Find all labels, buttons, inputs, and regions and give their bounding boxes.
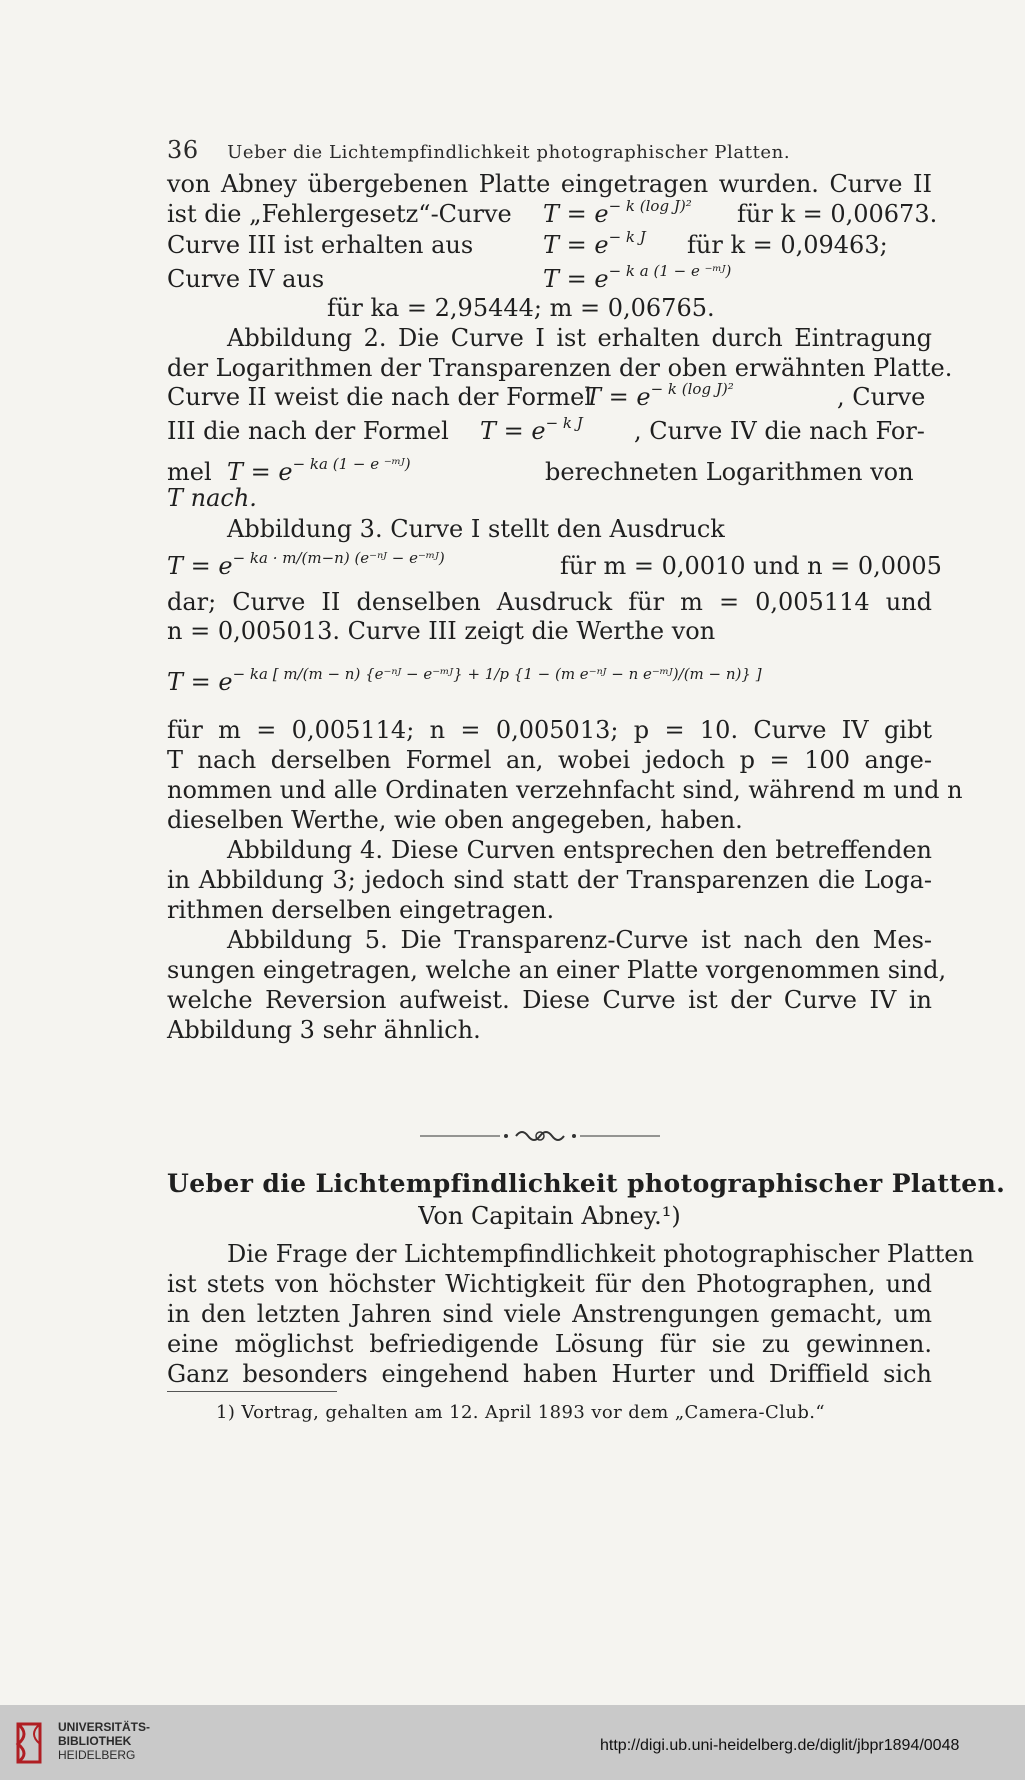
text-line: T nach derselben Formel an, wobei jedoch p = 100 ange- <box>167 746 932 774</box>
text-line: ist stets von höchster Wichtigkeit für den Photographen, und <box>167 1270 932 1298</box>
text-line: von Abney übergebenen Platte eingetragen wurden. Curve II <box>167 170 932 198</box>
formula: $T = e^{- ka (1 - e ^-ᵐᴶ)}$ <box>227 455 411 486</box>
text-line: welche Reversion aufweist. Diese Curve ist der Curve IV in <box>167 986 932 1014</box>
text-line: $T = e^{- ka \cdot m/(m-n) (e^{-n}ᴶ - e^-ᵐᴶ)}$ für m = 0,0010 und n = 0,0005 <box>167 549 942 580</box>
text-line: Abbildung 5. Die Transparenz-Curve ist nach den Mes- <box>227 926 932 954</box>
text-line: für ka = 2,95444; m = 0,06765. <box>327 294 715 322</box>
text-line: Abbildung 3. Curve I stellt den Ausdruck <box>227 515 725 543</box>
text-line: Die Frage der Lichtempfindlichkeit photographischer Platten <box>227 1240 974 1268</box>
text-line: rithmen derselben eingetragen. <box>167 896 555 924</box>
text-line: Ganz besonders eingehend haben Hurter und Driffield sich <box>167 1360 932 1388</box>
footnote-rule <box>167 1391 337 1392</box>
text-line <box>167 665 762 698</box>
footnote: 1) Vortrag, gehalten am 12. April 1893 vor dem „Camera-Club.“ <box>216 1402 825 1423</box>
text-line: Curve II weist die nach der Formel $T = e^{- k (log J)^2}$ , Curve <box>167 380 926 411</box>
text-line: Curve III ist erhalten aus $T = e^{- k J}$ für k = 0,09463; <box>167 228 888 259</box>
text-line: in den letzten Jahren sind viele Anstrengungen gemacht, um <box>167 1300 932 1328</box>
library-logo-icon <box>10 1718 50 1768</box>
formula: $T = e^{- ka \cdot m/(m-n) (e^{-n}ᴶ - e^-ᵐᴶ)}$ <box>167 549 445 580</box>
text-line: Curve IV aus $T = e^{- k a (1 - e ^-ᵐᴶ)}$ <box>167 262 732 293</box>
text-line: n = 0,005013. Curve III zeigt die Werthe von <box>167 617 716 645</box>
text-line: eine möglichst befriedigende Lösung für sie zu gewinnen. <box>167 1330 932 1358</box>
text-line: nommen und alle Ordinaten verzehnfacht sind, während m und n <box>167 776 963 804</box>
article-title: Ueber die Lichtempfindlichkeit photographischer Platten. <box>167 1169 1006 1198</box>
text-line: Abbildung 3 sehr ähnlich. <box>167 1016 481 1044</box>
text-line: in Abbildung 3; jedoch sind statt der Transparenzen die Loga- <box>167 866 932 894</box>
text-line: sungen eingetragen, welche an einer Platte vorgenommen sind, <box>167 956 947 984</box>
text-line: III die nach der Formel $T = e^{- k J}$ , Curve IV die nach For- <box>167 414 925 445</box>
source-url-link[interactable]: http://digi.ub.uni-heidelberg.de/diglit/jbpr1894/0048 <box>600 1737 960 1754</box>
text-line: dieselben Werthe, wie oben angegeben, haben. <box>167 806 743 834</box>
text-line: dar; Curve II denselben Ausdruck für m = 0,005114 und <box>167 588 932 616</box>
text-line: ist die „Fehlergesetz“-Curve $T = e^{- k (log J)^2}$ für k = 0,00673. <box>167 197 938 228</box>
text-line: Abbildung 2. Die Curve I ist erhalten durch Eintragung <box>227 324 932 352</box>
text-line: Abbildung 4. Diese Curven entsprechen den betreffenden <box>227 836 932 864</box>
formula: $T = e^{- ka [ m/(m - n) \{e^{-n}ᴶ - e^-ᵐᴶ\} + 1/p \{1 - (m e^{-n}ᴶ - n e^-ᵐᴶ)/(m - n)\} ]}$ <box>167 665 762 696</box>
running-title: Ueber die Lichtempfindlichkeit photographischer Platten. <box>227 142 791 163</box>
ornament-divider <box>420 1126 660 1146</box>
article-byline: Von Capitain Abney.¹) <box>418 1202 681 1230</box>
running-header <box>167 136 932 164</box>
formula: $T = e^{- k J}$ <box>543 228 646 259</box>
text-line: der Logarithmen der Transparenzen der oben erwähnten Platte. <box>167 354 953 382</box>
page-number: 36 <box>167 136 199 164</box>
text-line: T nach. <box>167 484 257 512</box>
formula: $T = e^{- k (log J)^2}$ <box>585 380 734 411</box>
text-line: mel $T = e^{- ka (1 - e ^-ᵐᴶ)}$ berechneten Logarithmen von <box>167 455 914 486</box>
text-line: für m = 0,005114; n = 0,005013; p = 10. Curve IV gibt <box>167 716 932 744</box>
formula: $T = e^{- k J}$ <box>480 414 583 445</box>
formula: $T = e^{- k a (1 - e ^-ᵐᴶ)}$ <box>543 262 732 293</box>
library-logo-text: UNIVERSITÄTS- BIBLIOTHEK HEIDELBERG <box>58 1720 151 1762</box>
formula: $T = e^{- k (log J)^2}$ <box>543 197 692 228</box>
